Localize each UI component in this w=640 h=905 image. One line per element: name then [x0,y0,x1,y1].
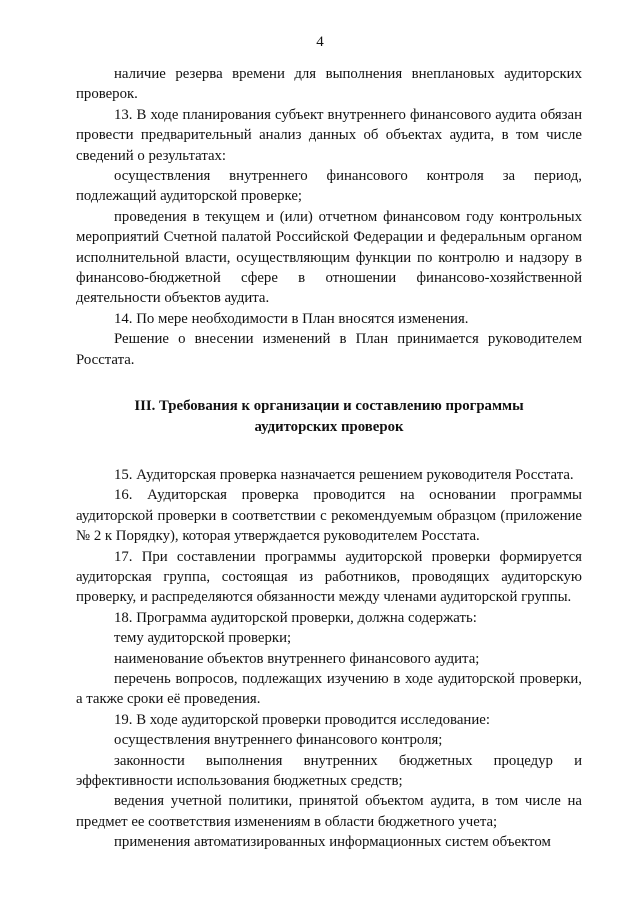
page-number: 4 [316,34,324,50]
paragraph: перечень вопросов, подлежащих изучению в ходе аудиторской проверки, а также сроки её проведения. [76,670,582,708]
paragraph: осуществления внутреннего финансового контроля; [114,732,443,749]
paragraph: законности выполнения внутренних бюджетных процедур и эффективности использования бюджетных средств; [76,752,582,789]
paragraph: 14. По мере необходимости в План вносятся изменения. [114,310,469,327]
document-body [76,64,582,853]
paragraph: 16. Аудиторская проверка проводится на основании программы аудиторской проверки в соответствии с рекомендуемым образцом (приложение № 2 к Порядку), которая утверждается руководителем Росстата. [76,487,582,545]
paragraph: наличие резерва времени для выполнения внеплановых аудиторских проверок. [76,66,582,103]
section-heading-line: аудиторских проверок [254,418,404,435]
section-heading [76,396,582,437]
paragraph: ведения учетной политики, принятой объектом аудита, в том числе на предмет ее соответствия изменениям в области бюджетного учета; [76,793,582,830]
section-heading-line: III. Требования к организации и составлению программы [134,398,524,415]
paragraph: проведения в текущем и (или) отчетном финансовом году контрольных мероприятий Счетной палатой Российской Федерации и федеральным органом исполнительной власти, осуществляющим функции по контролю и надзору в финансово-бюджетной сфере в отношении финансово-хозяйственной деятельности объектов аудита. [76,208,582,307]
paragraph: применения автоматизированных информационных систем объектом [114,834,551,851]
paragraph: 17. При составлении программы аудиторской проверки формируется аудиторская группа, состоящая из работников, проводящих аудиторскую проверку, и распределяются обязанности между членами аудиторской группы. [76,548,582,606]
paragraph: 18. Программа аудиторской проверки, должна содержать: [114,609,477,626]
paragraph: тему аудиторской проверки; [114,630,292,647]
paragraph: 13. В ходе планирования субъект внутреннего финансового аудита обязан провести предварительный анализ данных об объектах аудита, в том числе сведений о результатах: [76,106,582,164]
paragraph: 15. Аудиторская проверка назначается решением руководителя Росстата. [114,466,574,483]
paragraph: наименование объектов внутреннего финансового аудита; [114,650,480,667]
paragraph: осуществления внутреннего финансового контроля за период, подлежащий аудиторской проверке; [76,168,582,205]
paragraph: 19. В ходе аудиторской проверки проводится исследование: [114,711,490,728]
paragraph: Решение о внесении изменений в План принимается руководителем Росстата. [76,331,582,368]
